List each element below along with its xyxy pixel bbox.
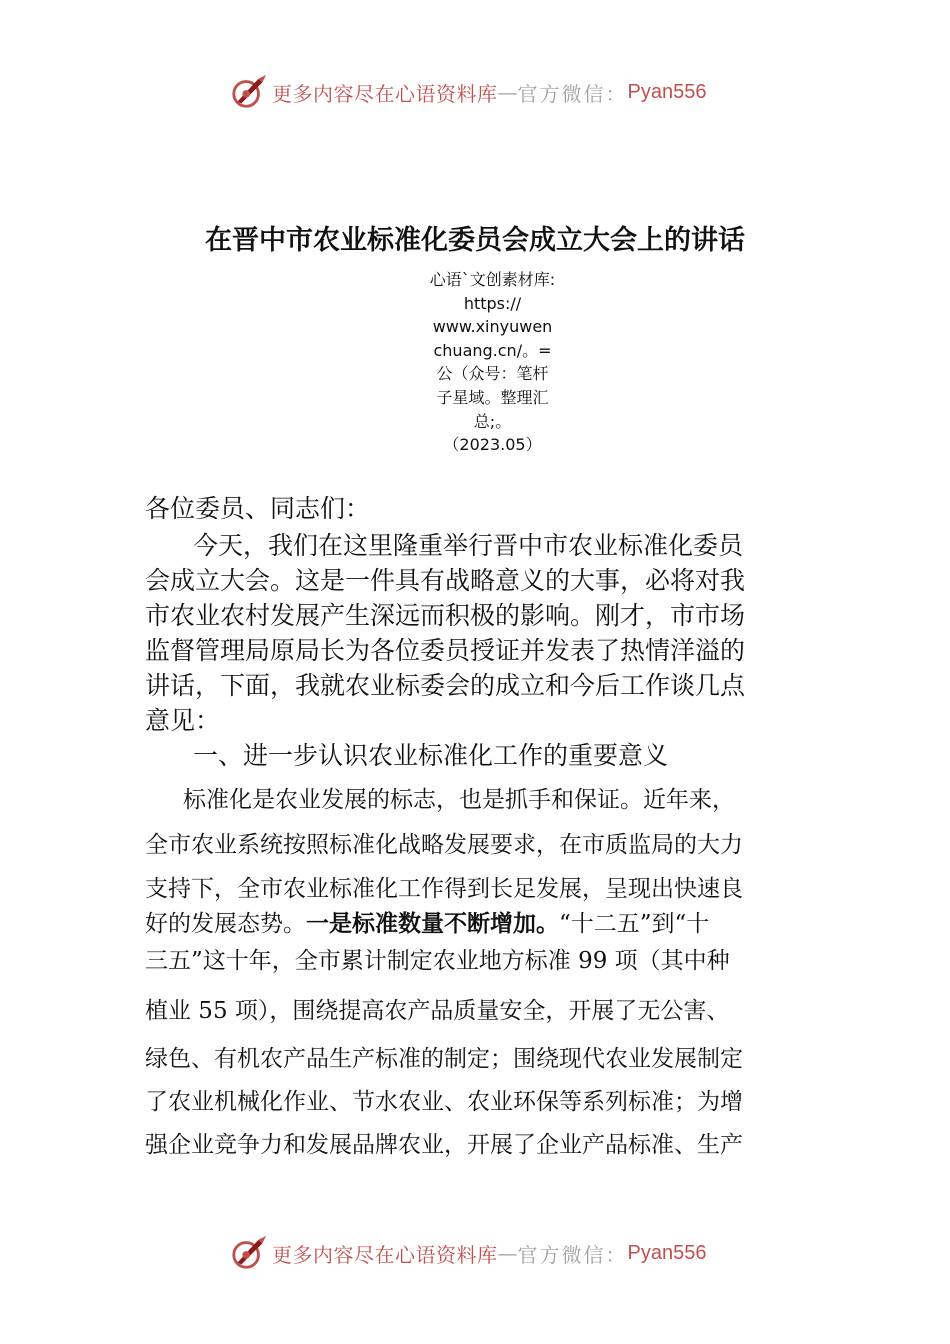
body-text: “十二五”到“十 [559, 911, 710, 937]
intro-line: 监督管理局原局长为各位委员授证并发表了热情洋溢的 [145, 636, 746, 665]
body-line: 支持下，全市农业标准化工作得到长足发展，呈现出快速良 [145, 876, 743, 902]
body-line: 植业 55 项），围绕提高农产品质量安全，开展了无公害、 [145, 998, 730, 1024]
watermark-wechat-label: 官方微信： [517, 1242, 628, 1267]
source-line: （2023.05） [443, 435, 542, 455]
source-note [425, 268, 560, 457]
source-line: 公（众号：笔杆 [436, 364, 549, 384]
body-text: 好的发展态势。 [145, 911, 306, 937]
watermark-wechat-id: Pyan556 [627, 80, 707, 103]
intro-line: 讲话，下面，我就农业标委会的成立和今后工作谈几点 [145, 671, 746, 700]
intro-line: 今天，我们在这里隆重举行晋中市农业标准化委员 [193, 531, 744, 560]
quill-logo-icon [230, 1234, 268, 1272]
source-line: https:// [463, 293, 522, 313]
watermark-text: 更多内容尽在心语资料库 [272, 81, 498, 106]
watermark-separator: — [497, 80, 518, 104]
intro-line: 市农业农村发展产生深远而积极的影响。刚才，市市场 [145, 601, 746, 630]
watermark-wechat-id: Pyan556 [627, 1241, 707, 1264]
salutation: 各位委员、同志们： [145, 494, 371, 523]
source-line: 心语`文创素材库: [429, 270, 556, 289]
source-line: www.xinyuwen [432, 317, 553, 337]
quill-logo-icon [230, 73, 268, 111]
body-line: 全市农业系统按照标准化战略发展要求，在市质监局的大力 [145, 832, 743, 858]
body-line: 三五”这十年，全市累计制定农业地方标准 99 项（其中种 [145, 948, 730, 974]
body-line-mixed [145, 905, 709, 938]
body-line: 强企业竞争力和发展品牌农业，开展了企业产品标准、生产 [145, 1132, 743, 1158]
source-line: 子星域。整理汇 [436, 387, 549, 407]
watermark-banner-bottom [230, 1233, 706, 1273]
body-line: 标准化是农业发展的标志，也是抓手和保证。近年来， [183, 787, 735, 813]
section-heading: 一、进一步认识农业标准化工作的重要意义 [193, 741, 669, 770]
intro-line: 意见： [145, 706, 221, 735]
bold-emphasis: 一是标准数量不断增加。 [306, 911, 559, 937]
watermark-banner-top [230, 72, 706, 112]
body-line: 绿色、有机农产品生产标准的制定；围绕现代农业发展制定 [145, 1046, 743, 1072]
intro-line: 会成立大会。这是一件具有战略意义的大事，必将对我 [145, 566, 746, 595]
source-line: chuang.cn/。= [433, 340, 552, 360]
watermark-wechat-label: 官方微信： [517, 81, 628, 106]
source-line: 总;。 [473, 411, 512, 431]
document-title: 在晋中市农业标准化委员会成立大会上的讲话 [205, 225, 745, 256]
body-line: 了农业机械化作业、节水农业、农业环保等系列标准；为增 [145, 1089, 743, 1115]
watermark-text: 更多内容尽在心语资料库 [272, 1242, 498, 1267]
watermark-separator: — [497, 1241, 518, 1265]
